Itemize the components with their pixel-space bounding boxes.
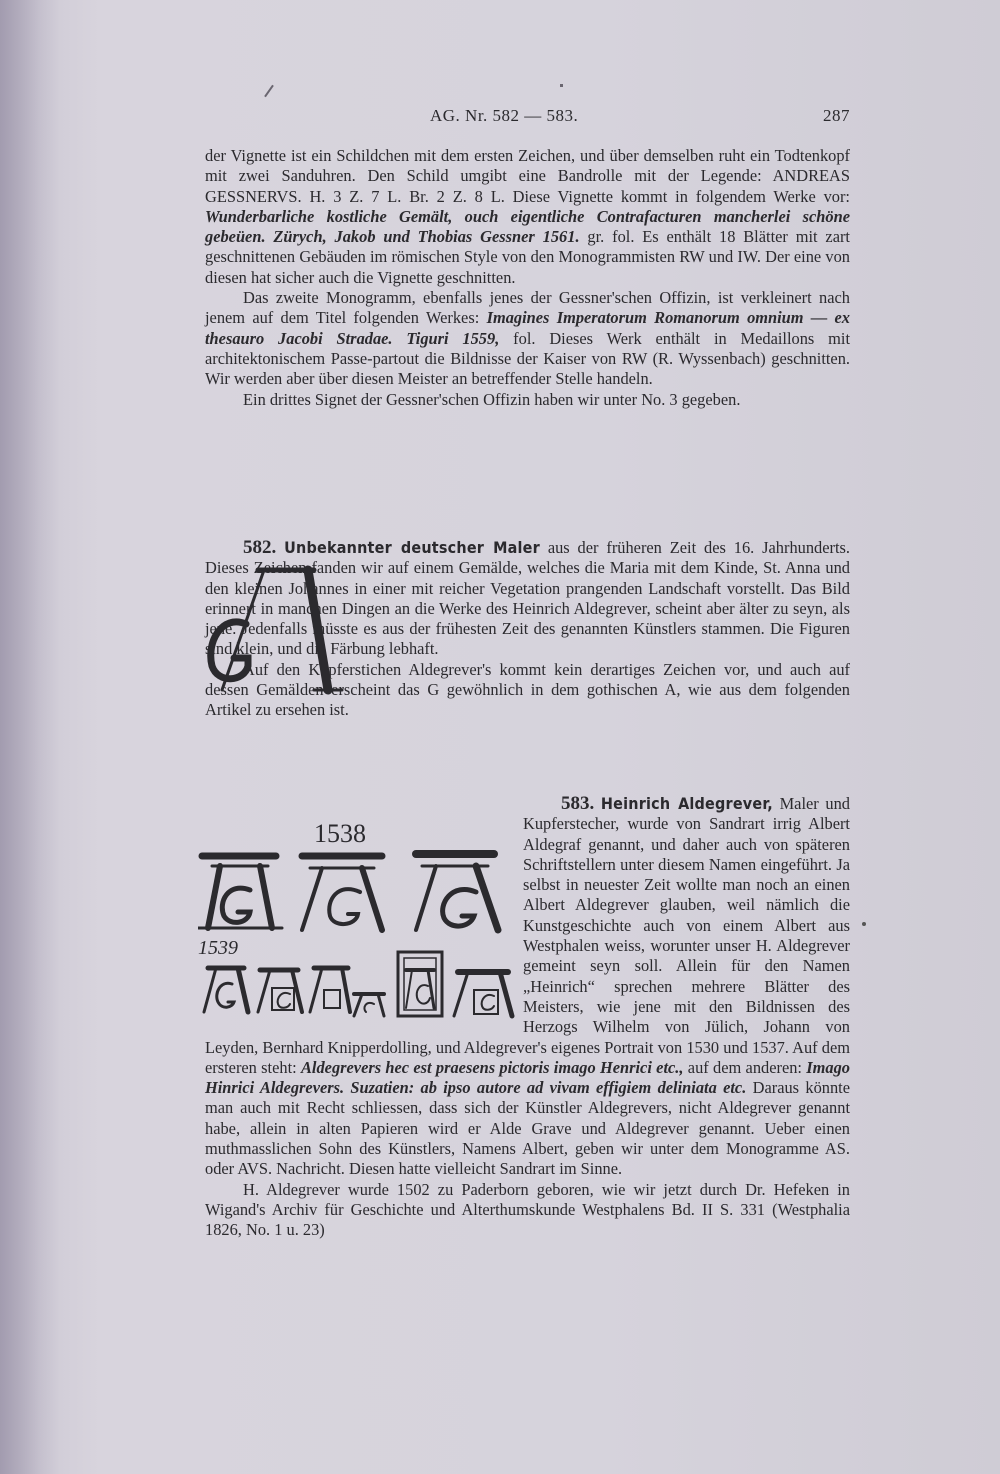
spine-shadow	[0, 0, 60, 1474]
entry-582-name: Unbekannter deutscher Maler	[284, 538, 540, 557]
entry-583-name: Heinrich Aldegrever,	[600, 794, 773, 813]
intro-paragraph-2: Das zweite Monogramm, ebenfalls jenes der Gessner'schen Offizin, ist verkleinert nach jenem auf dem Titel folgenden Werkes: Imagines Imperatorum Romanorum omnium — ex thesauro Jacobi Stradae. Tiguri 1559, fol. Dieses Werk enthält in Medaillons mit architektonischem Passe-partout die Bildnisse der Kaiser von RW (R. Wyssenbach) geschnitten. Wir werden aber über diesen Meister an betreffender Stelle handeln.	[205, 288, 851, 389]
page-number: 287	[823, 106, 850, 125]
monogram-583-icon	[198, 812, 516, 1032]
monogram-ag-small-3	[310, 968, 350, 1012]
monogram-ag-small-6	[454, 972, 512, 1016]
book-title-imagines: Imagines Imperatorum Romanorum omnium — ex thesauro Jacobi Stradae. Tiguri 1559,	[205, 308, 850, 348]
monogram-ag-large-2	[302, 856, 382, 930]
entry-583-paragraph-2: H. Aldegrever wurde 1502 zu Paderborn geboren, wie wir jetzt durch Dr. Hefeken in Wigand's Archiv für Geschichte und Alterthumskunde Westphalens Bd. II S. 331 (Westphalia 1826, No. 1 u. 23)	[205, 1179, 850, 1240]
ink-speck	[560, 84, 563, 87]
portrait-inscription-2: Imago Hinrici Aldegrevers. Suzatien: ab ipso autore ad vivam effigiem deliniata etc.	[205, 1057, 850, 1098]
entry-582-paragraph-2: Auf den Kupferstichen Aldegrever's kommt kein derartiges Zeichen vor, und auch auf dessen Gemälden erscheint das G gewöhnlich in dem gothischen A, wie aus dem folgenden Artikel zu ersehen ist.	[205, 659, 850, 720]
pencil-mark	[264, 85, 274, 98]
margin-dot	[862, 922, 866, 926]
monogram-ag-small-2	[258, 970, 302, 1012]
page-header	[205, 104, 850, 132]
running-title: AG. Nr. 582 — 583.	[430, 106, 579, 125]
book-title-wunderbarliche: Wunderbarliche kostliche Gemält, ouch eigentliche Contrafacturen mancherlei schöne gebeüen. Zürych, Jakob und Thobias Gessner 1561.	[205, 206, 850, 247]
monogram-ag-large-3	[416, 854, 498, 930]
intro-text	[205, 146, 850, 410]
entry-583-paragraph-1: 583. Heinrich Aldegrever, Maler und Kupferstecher, wurde von Sandrart irrig Albert Aldegraf genannt, und daher auch von späteren Schriftstellern unter diesem Namen eingeführt. Ja selbst in neuester Zeit wollte man noch an einen Albert Aldegrever glauben, weil nämlich die Kunstgeschichte auch von einem Albert aus Westphalen weiss, worunter unser H. Aldegrever gemeint seyn soll. Allein für den Namen „Heinrich“ sprechen mehrere Blätter des Meisters, wie jene mit den Bildnissen des Herzogs Wilhelm von Jülich, Johann von Leyden, Bernhard Knipperdolling, und Aldegrever's eigenes Portrait von 1530 und 1537. Auf dem ersteren steht: Aldegrevers hec est praesens pictoris imago Henrici etc., auf dem anderen: Imago Hinrici Aldegrevers. Suzatien: ab ipso autore ad vivam effigiem deliniata etc. Daraus könnte man auch mit Recht schliessen, dass sich der Künstler Aldegrevers, nicht Aldegrever genannt habe, allein in alten Papieren wird er Alde Grave und Aldegrever genannt. Ueber einen muthmasslichen Sohn des Künstlers, Namens Albert, geben wir unter dem Monogramme AS. oder AVS. Nachricht. Diesen hatte vielleicht Sandrart im Sinne.	[205, 793, 850, 1179]
year-1539: 1539	[198, 937, 238, 959]
entry-582-number: 582.	[243, 537, 277, 558]
portrait-inscription-1: Aldegrevers hec est praesens pictoris imago Henrici etc.,	[301, 1057, 684, 1077]
monogram-ag-small-1	[204, 968, 248, 1012]
intro-paragraph-3: Ein drittes Signet der Gessner'schen Offizin haben wir unter No. 3 gegeben.	[243, 389, 741, 409]
year-1538: 1538	[314, 819, 366, 848]
intro-paragraph-1: der Vignette ist ein Schildchen mit dem ersten Zeichen, und über demselben ruht ein Todtenkopf mit zwei Sanduhren. Den Schild umgibt eine Bandrolle mit der Legende: ANDREAS GESSNERVS. H. 3 Z. 7 L. Br. 2 Z. 8 L. Diese Vignette kommt in folgendem Werke vor: Wunderbarliche kostliche Gemält, ouch eigentliche Contrafacturen mancherlei schöne gebeüen. Zürych, Jakob und Thobias Gessner 1561. gr. fol. Es enthält 18 Blätter mit zart geschnittenen Gebäuden im römischen Style von den Monogrammisten RW und IW. Der eine von diesen hat sicher auch die Vignette geschnitten.	[205, 146, 850, 287]
monogram-ag-large-1	[198, 856, 282, 928]
monogram-ag-small-4	[354, 994, 384, 1016]
monogram-582-icon	[200, 562, 350, 702]
monogram-ag-small-5	[398, 952, 442, 1016]
entry-583-number: 583.	[561, 793, 595, 814]
entry-582-paragraph-1: 582. Unbekannter deutscher Maler aus der früheren Zeit des 16. Jahrhunderts. Dieses Zeichen fanden wir auf einem Gemälde, welches die Maria mit dem Kinde, St. Anna und den kleinen Johannes in einer mit reicher Vegetation prangenden Landschaft vorstellt. Das Bild erinnert in manchen Dingen an die Werke des Heinrich Aldegrever, scheint aber älter zu seyn, als jene. Jedenfalls müsste es aus der frühesten Zeit des genannten Künstlers stammen. Die Figuren sind klein, und die Färbung lebhaft.	[205, 537, 850, 659]
